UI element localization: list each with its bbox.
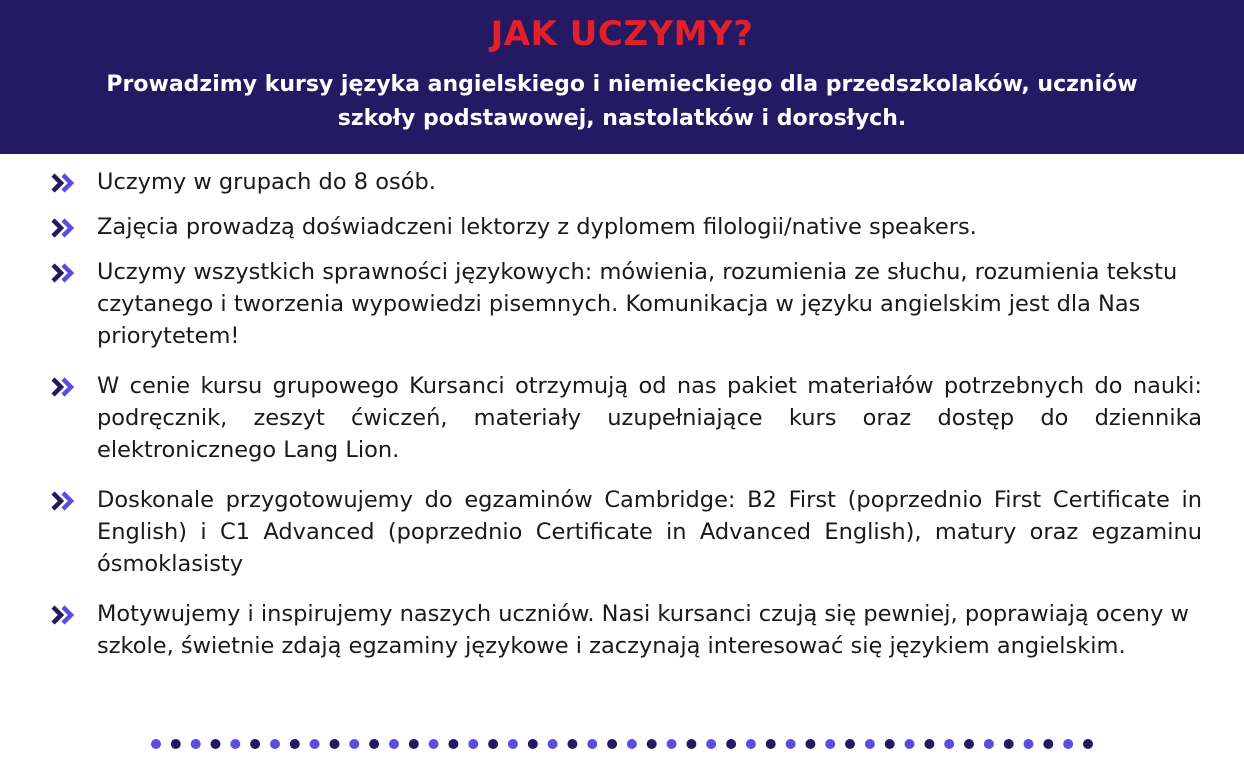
divider-dot: [766, 739, 776, 749]
divider-dot: [369, 739, 379, 749]
divider-dot: [924, 739, 934, 749]
divider-dot: [587, 739, 597, 749]
double-chevron-right-icon: [50, 376, 78, 398]
divider-dot: [1063, 739, 1073, 749]
double-chevron-right-icon: [50, 172, 78, 194]
divider-dot: [349, 739, 359, 749]
dotted-divider: [0, 737, 1244, 751]
list-item: [50, 211, 1202, 243]
divider-dot: [944, 739, 954, 749]
divider-dot: [607, 739, 617, 749]
list-item-text: Doskonale przygotowujemy do egzaminów Cambridge: B2 First (poprzednio First Certificate in English) i C1 Advanced (poprzednio Certificate in Advanced English), matury oraz egzaminu ósmoklasisty: [97, 487, 1202, 577]
list-item: [50, 484, 1202, 580]
list-item-text: Uczymy w grupach do 8 osób.: [97, 169, 436, 195]
divider-dot: [627, 739, 637, 749]
divider-dot: [885, 739, 895, 749]
double-chevron-right-icon: [50, 604, 78, 626]
divider-dot: [389, 739, 399, 749]
divider-dot: [647, 739, 657, 749]
divider-dot: [865, 739, 875, 749]
divider-dot: [786, 739, 796, 749]
divider-dot: [1043, 739, 1053, 749]
divider-dot: [1024, 739, 1034, 749]
divider-dot: [191, 739, 201, 749]
page-title: JAK UCZYMY?: [490, 14, 754, 54]
divider-dot: [686, 739, 696, 749]
divider-dot: [171, 739, 181, 749]
divider-dot: [409, 739, 419, 749]
divider-dot: [151, 739, 161, 749]
list-item-text: Zajęcia prowadzą doświadczeni lektorzy z dyplomem filologii/native speakers.: [97, 214, 977, 240]
divider-dot: [845, 739, 855, 749]
divider-dot: [290, 739, 300, 749]
divider-dot: [567, 739, 577, 749]
page-subtitle: Prowadzimy kursy języka angielskiego i niemieckiego dla przedszkolaków, uczniów szkoły podstawowej, nastolatków i dorosłych.: [106, 72, 1138, 131]
list-item: [50, 256, 1202, 352]
double-chevron-right-icon: [50, 217, 78, 239]
divider-dot: [667, 739, 677, 749]
divider-dot: [230, 739, 240, 749]
divider-dot: [429, 739, 439, 749]
divider-dot: [905, 739, 915, 749]
divider-dot: [964, 739, 974, 749]
divider-dot: [825, 739, 835, 749]
divider-dot: [211, 739, 221, 749]
divider-dot: [270, 739, 280, 749]
list-item: [50, 166, 1202, 198]
list-item-text: Motywujemy i inspirujemy naszych uczniów. Nasi kursanci czują się pewniej, poprawiają oceny w szkole, świetnie zdają egzaminy językowe i zaczynają interesować się językiem angielskim.: [97, 601, 1189, 659]
divider-dot: [1004, 739, 1014, 749]
divider-dot: [706, 739, 716, 749]
double-chevron-right-icon: [50, 490, 78, 512]
divider-dot: [448, 739, 458, 749]
divider-dot: [250, 739, 260, 749]
header-banner: [0, 0, 1244, 154]
divider-dot: [984, 739, 994, 749]
divider-dot: [548, 739, 558, 749]
divider-dot: [528, 739, 538, 749]
divider-dot: [805, 739, 815, 749]
divider-dot: [1083, 739, 1093, 749]
list-item-text: W cenie kursu grupowego Kursanci otrzymują od nas pakiet materiałów potrzebnych do nauki: podręcznik, zeszyt ćwiczeń, materiały uzupełniające kurs oraz dostęp do dziennika elektronicznego Lang Lion.: [97, 373, 1202, 463]
divider-dot: [746, 739, 756, 749]
divider-dot: [310, 739, 320, 749]
divider-dot: [488, 739, 498, 749]
divider-dot: [468, 739, 478, 749]
divider-dot: [508, 739, 518, 749]
feature-list: [50, 166, 1202, 662]
divider-dot: [726, 739, 736, 749]
list-item-text: Uczymy wszystkich sprawności językowych: mówienia, rozumienia ze słuchu, rozumienia tekstu czytanego i tworzenia wypowiedzi pisemnych. Komunikacja w języku angielskim jest dla Nas priorytetem!: [97, 259, 1178, 349]
divider-dot: [330, 739, 340, 749]
double-chevron-right-icon: [50, 262, 78, 284]
list-item: [50, 598, 1202, 662]
list-item: [50, 370, 1202, 466]
